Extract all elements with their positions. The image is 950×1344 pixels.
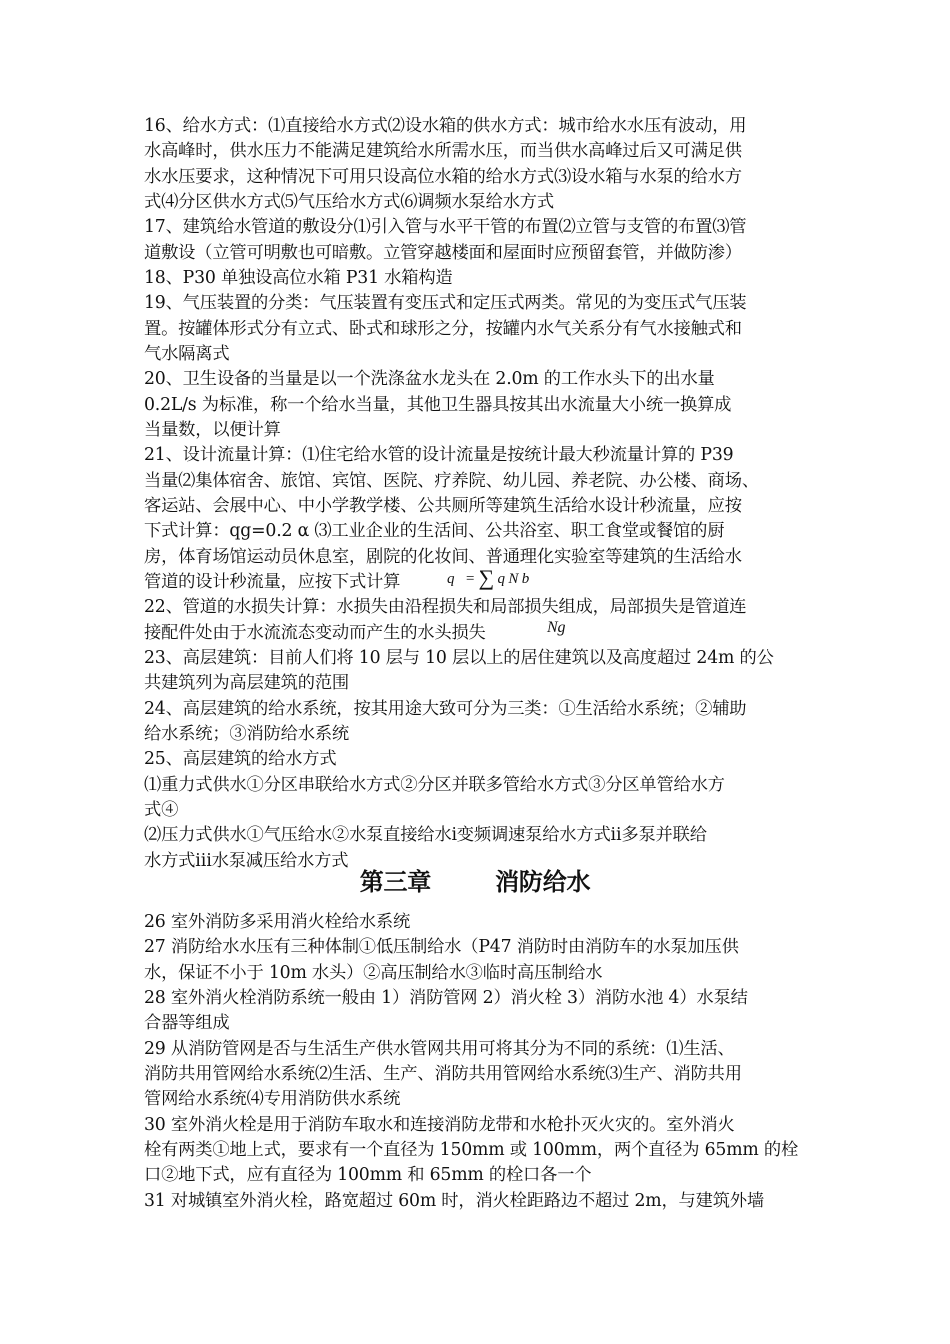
text-line: 21、设计流量计算：⑴住宅给水管的设计流量是按统计最大秒流量计算的 P39 [144,445,734,466]
text-line: 19、气压装置的分类：气压装置有变压式和定压式两类。常见的为变压式气压装 [144,293,747,314]
formula-q: q [447,571,455,587]
text-line: 27 消防给水水压有三种体制①低压制给水（P47 消防时由消防车的水泵加压供 [144,937,739,958]
text-line: 当量⑵集体宿舍、旅馆、宾馆、医院、疗养院、幼儿园、养老院、办公楼、商场、 [144,470,759,491]
text-line: 水方式ⅲ水泵减压给水方式 [144,850,349,871]
text-line: 25、高层建筑的给水方式 [144,749,337,770]
text-line: 给水系统；③消防给水系统 [144,723,349,744]
text-line: 气水隔离式 [144,343,230,364]
text-line: 管道的设计秒流量，应按下式计算 [144,571,401,592]
text-line: 水水压要求，这种情况下可用只设高位水箱的给水方式⑶设水箱与水泵的给水方 [144,166,742,187]
formula-subscript: Ng [547,619,566,636]
text-line: 式⑷分区供水方式⑸气压给水方式⑹调频水泵给水方式 [144,191,554,212]
text-line: 23、高层建筑：目前人们将 10 层与 10 层以上的居住建筑以及高度超过 24m 的公 [144,647,774,668]
text-line: 17、建筑给水管道的敷设分⑴引入管与水平干管的布置⑵立管与支管的布置⑶管 [144,217,747,238]
text-line: 20、卫生设备的当量是以一个洗涤盆水龙头在 2.0m 的工作水头下的出水量 [144,369,715,390]
chapter-heading [0,866,950,898]
text-line: 管网给水系统⑷专用消防供水系统 [144,1089,401,1110]
text-line: 当量数，以便计算 [144,419,281,440]
chapter-number: 第三章 [359,868,432,896]
text-line: 消防共用管网给水系统⑵生活、生产、消防共用管网给水系统⑶生产、消防共用 [144,1063,742,1084]
text-line: 下式计算：qg=0.2 α ⑶工业企业的生活间、公共浴室、职工食堂或餐馆的厨 [144,521,725,542]
text-line: ⑵压力式供水①气压给水②水泵直接给水ⅰ变频调速泵给水方式ⅱ多泵并联给 [144,825,707,846]
text-line: 口②地下式，应有直径为 100mm 和 65mm 的栓口各一个 [144,1165,592,1186]
text-line: 水高峰时，供水压力不能满足建筑给水所需水压，而当供水高峰过后又可满足供 [144,141,742,162]
text-line: 31 对城镇室外消火栓，路宽超过 60m 时，消火栓距路边不超过 2m，与建筑外墙 [144,1190,764,1211]
text-line: 16、给水方式：⑴直接给水方式⑵设水箱的供水方式：城市给水水压有波动，用 [144,116,747,136]
text-line: 22、管道的水损失计算：水损失由沿程损失和局部损失组成，局部损失是管道连 [144,597,747,618]
text-line: 0.2L/s 为标准，称一个给水当量，其他卫生器具按其出水流量大小统一换算成 [144,394,732,415]
text-line: 24、高层建筑的给水系统，按其用途大致可分为三类：①生活给水系统；②辅助 [144,698,747,719]
text-line: 栓有两类①地上式，要求有一个直径为 150mm 或 100mm，两个直径为 65mm 的栓 [144,1139,799,1160]
text-line: 置。按罐体形式分有立式、卧式和球形之分，按罐内水气关系分有气水接触式和 [144,318,742,339]
text-line: 合器等组成 [144,1013,230,1034]
text-line: ⑴重力式供水①分区串联给水方式②分区并联多管给水方式③分区单管给水方 [144,774,725,795]
text-line: 30 室外消火栓是用于消防车取水和连接消防龙带和水枪扑灭火灾的。室外消火 [144,1114,735,1135]
text-line: 房，体育场馆运动员休息室，剧院的化妆间、普通理化实验室等建筑的生活给水 [144,546,742,567]
text-line: 式④ [144,799,179,820]
formula-terms: q N b [497,571,529,587]
text-line: 水，保证不小于 10m 水头）②高压制给水③临时高压制给水 [144,962,603,983]
chapter-title: 消防给水 [495,868,591,896]
text-line: 客运站、会展中心、中小学教学楼、公共厕所等建筑生活给水设计秒流量，应按 [144,495,742,516]
text-line: 29 从消防管网是否与生活生产供水管网共用可将其分为不同的系统：⑴生活、 [144,1038,735,1059]
formula-sum-symbol: ∑ [478,565,494,590]
text-line: 26 室外消防多采用消火栓给水系统 [144,912,411,932]
text-line: 道敷设（立管可明敷也可暗敷。立管穿越楼面和屋面时应预留套管，并做防渗） [144,242,742,263]
text-line: 28 室外消火栓消防系统一般由 1）消防管网 2）消火栓 3）消防水池 4）水泵结 [144,987,748,1008]
text-line: 18、P30 单独设高位水箱 P31 水箱构造 [144,267,453,288]
flow-formula: q = ∑ q N b [447,565,529,590]
text-line: 共建筑列为高层建筑的范围 [144,673,349,694]
text-line: 接配件处由于水流流态变动而产生的水头损失 [144,622,486,643]
